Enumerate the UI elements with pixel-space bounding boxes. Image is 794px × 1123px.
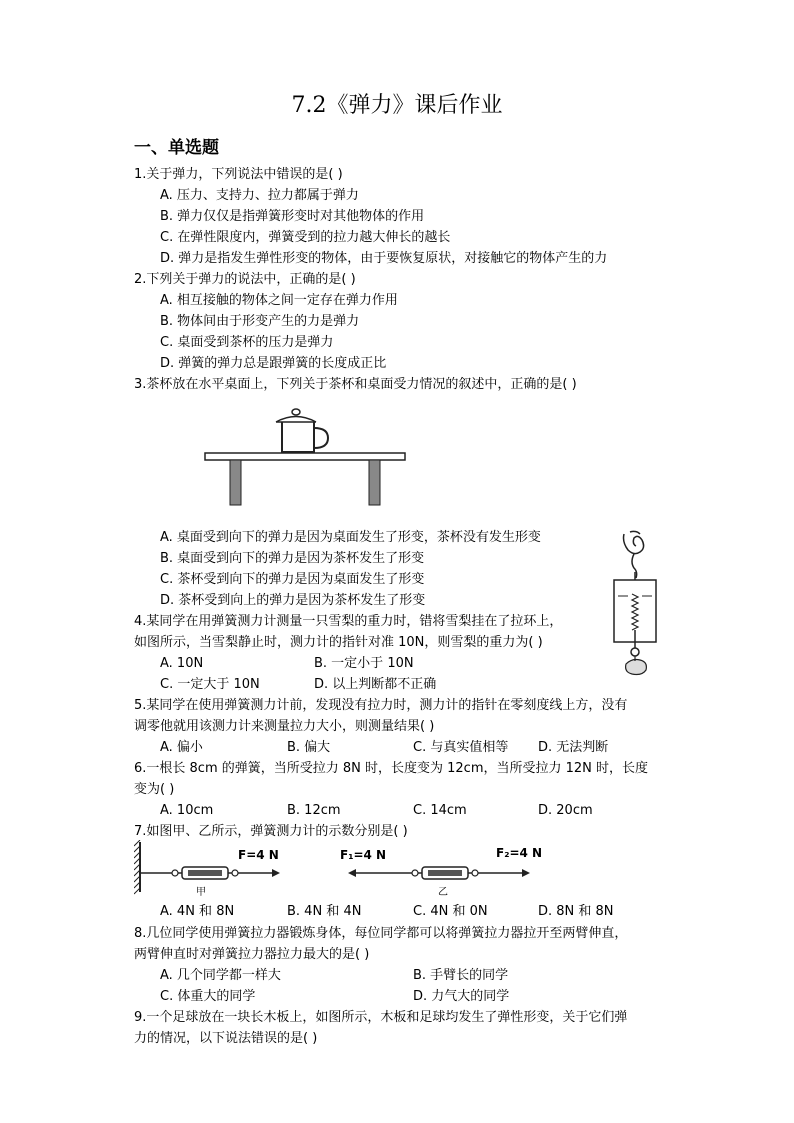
spring-scale-pear-figure — [606, 528, 668, 680]
figure-b-force2-label: F₂=4 N — [496, 846, 543, 860]
question-4-option-c[interactable]: C. 一定大于 10N — [160, 677, 260, 692]
question-8-option-c[interactable]: C. 体重大的同学 — [160, 989, 256, 1004]
figure-b-force1-label: F₁=4 N — [340, 848, 387, 862]
question-5-option-a[interactable]: A. 偏小 — [160, 740, 203, 755]
question-1-option-a[interactable]: A. 压力、支持力、拉力都属于弹力 — [160, 188, 359, 203]
question-5-stem-line1: 5.某同学在使用弹簧测力计前，发现没有拉力时，测力计的指针在零刻度线上方，没有 — [134, 698, 628, 713]
section-heading: 一、单选题 — [134, 138, 219, 158]
question-8-stem-line1: 8.几位同学使用弹簧拉力器锻炼身体，每位同学都可以将弹簧拉力器拉开至两臂伸直， — [134, 926, 628, 941]
question-4-stem-line1: 4.某同学在用弹簧测力计测量一只雪梨的重力时，错将雪梨挂在了拉环上， — [134, 614, 563, 629]
question-4-option-d[interactable]: D. 以上判断都不正确 — [314, 677, 437, 692]
question-3-option-d[interactable]: D. 茶杯受到向上的弹力是因为茶杯发生了形变 — [160, 593, 426, 608]
question-6-stem-line2: 变为( ) — [134, 782, 175, 797]
question-2-option-b[interactable]: B. 物体间由于形变产生的力是弹力 — [160, 314, 360, 329]
question-3-option-c[interactable]: C. 茶杯受到向下的弹力是因为桌面发生了形变 — [160, 572, 425, 587]
question-7-stem: 7.如图甲、乙所示，弹簧测力计的示数分别是( ) — [134, 824, 408, 839]
question-5-option-c[interactable]: C. 与真实值相等 — [413, 740, 509, 755]
question-1-option-c[interactable]: C. 在弹性限度内，弹簧受到的拉力越大伸长的越长 — [160, 230, 451, 245]
question-1-option-d[interactable]: D. 弹力是指发生弹性形变的物体，由于要恢复原状，对接触它的物体产生的力 — [160, 251, 608, 266]
cup-on-table-figure — [200, 402, 410, 510]
question-1-option-b[interactable]: B. 弹力仅仅是指弹簧形变时对其他物体的作用 — [160, 209, 425, 224]
question-6-option-b[interactable]: B. 12cm — [287, 803, 341, 818]
question-6-option-c[interactable]: C. 14cm — [413, 803, 467, 818]
question-8-option-d[interactable]: D. 力气大的同学 — [413, 989, 510, 1004]
question-2-option-d[interactable]: D. 弹簧的弹力总是跟弹簧的长度成正比 — [160, 356, 387, 371]
question-2-option-a[interactable]: A. 相互接触的物体之间一定存在弹力作用 — [160, 293, 398, 308]
question-8-stem-line2: 两臂伸直时对弹簧拉力器拉力最大的是( ) — [134, 947, 370, 962]
page-title: 7.2《弹力》课后作业 — [291, 93, 503, 118]
question-3-option-a[interactable]: A. 桌面受到向下的弹力是因为桌面发生了形变，茶杯没有发生形变 — [160, 530, 541, 545]
question-2-stem: 2.下列关于弹力的说法中，正确的是( ) — [134, 272, 356, 287]
question-5-stem-line2: 调零他就用该测力计来测量拉力大小，则测量结果( ) — [134, 719, 435, 734]
figure-b-caption: 乙 — [438, 887, 448, 898]
question-8-option-b[interactable]: B. 手臂长的同学 — [413, 968, 509, 983]
question-7-option-b[interactable]: B. 4N 和 4N — [287, 904, 362, 919]
question-7-option-a[interactable]: A. 4N 和 8N — [160, 904, 235, 919]
question-5-option-d[interactable]: D. 无法判断 — [538, 740, 609, 755]
question-9-stem-line2: 力的情况，以下说法错误的是( ) — [134, 1031, 318, 1046]
question-1-stem: 1.关于弹力，下列说法中错误的是( ) — [134, 167, 343, 182]
question-5-option-b[interactable]: B. 偏大 — [287, 740, 331, 755]
question-7-option-c[interactable]: C. 4N 和 0N — [413, 904, 488, 919]
question-8-option-a[interactable]: A. 几个同学都一样大 — [160, 968, 281, 983]
question-3-option-b[interactable]: B. 桌面受到向下的弹力是因为茶杯发生了形变 — [160, 551, 425, 566]
question-7-option-d[interactable]: D. 8N 和 8N — [538, 904, 614, 919]
question-6-option-d[interactable]: D. 20cm — [538, 803, 593, 818]
question-6-stem-line1: 6.一根长 8cm 的弹簧，当所受拉力 8N 时，长度变为 12cm，当所受拉力 12N 时，长度 — [134, 761, 649, 776]
figure-a-force-label: F=4 N — [238, 848, 279, 862]
question-4-option-b[interactable]: B. 一定小于 10N — [314, 656, 414, 671]
question-4-option-a[interactable]: A. 10N — [160, 656, 204, 671]
figure-a-caption: 甲 — [196, 887, 206, 898]
question-6-option-a[interactable]: A. 10cm — [160, 803, 214, 818]
question-2-option-c[interactable]: C. 桌面受到茶杯的压力是弹力 — [160, 335, 334, 350]
question-9-stem-line1: 9.一个足球放在一块长木板上，如图所示，木板和足球均发生了弹性形变，关于它们弹 — [134, 1010, 628, 1025]
question-4-stem-line2: 如图所示，当雪梨静止时，测力计的指针对准 10N，则雪梨的重力为( ) — [134, 635, 543, 650]
question-3-stem: 3.茶杯放在水平桌面上，下列关于茶杯和桌面受力情况的叙述中，正确的是( ) — [134, 377, 577, 392]
